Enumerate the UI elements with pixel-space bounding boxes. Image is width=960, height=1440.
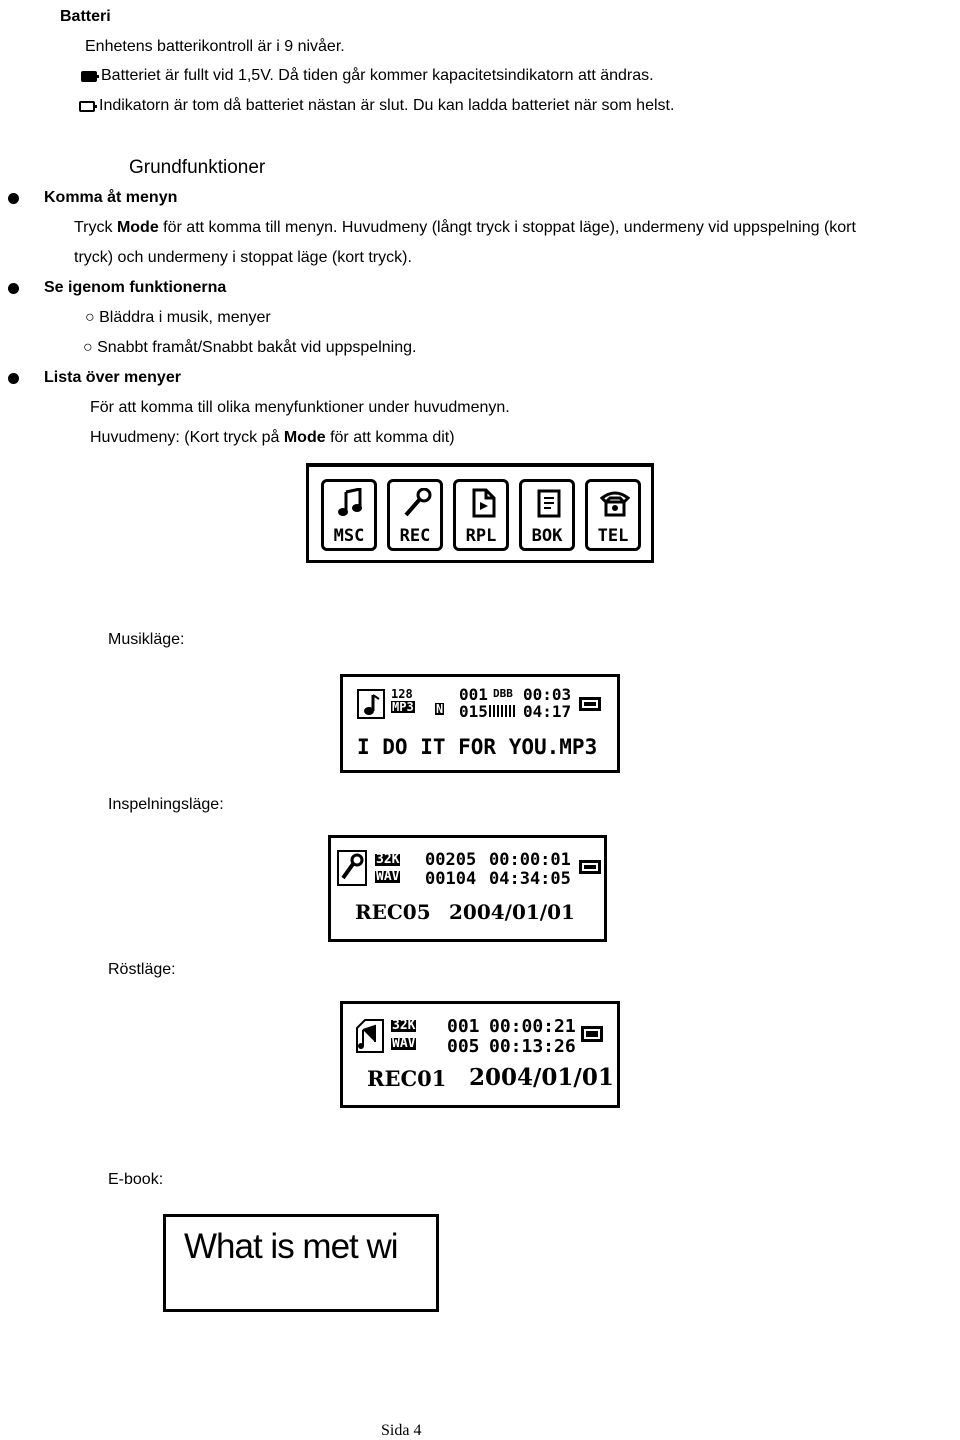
battery-empty-icon (79, 101, 95, 112)
main-menu-caption: Huvudmeny: (Kort tryck på Mode för att komma dit) (90, 429, 455, 446)
browse-item-music: ○ Bläddra i musik, menyer (85, 309, 271, 326)
voice-filename: REC01 (367, 1066, 447, 1091)
menu-icon-record (387, 479, 443, 551)
battery-levels-text: Enhetens batterikontroll är i 9 nivåer. (85, 38, 345, 55)
record-number-2: 00104 (425, 869, 477, 889)
menu-icon-music (321, 479, 377, 551)
music-time-elapsed: 00:03 (523, 685, 572, 704)
battery-icon (579, 697, 601, 711)
record-mode-screen (328, 835, 607, 942)
menu-icon-label: RPL (465, 526, 497, 546)
battery-full-text: Batteriet är fullt vid 1,5V. Då tiden går kommer kapacitetsindikatorn att ändras. (101, 67, 654, 84)
telephone-icon (600, 488, 630, 518)
music-format: MP3 (392, 700, 414, 714)
menu-list-text: För att komma till olika menyfunktioner under huvudmenyn. (90, 399, 510, 416)
battery-icon (581, 1026, 603, 1042)
menu-icon-label: TEL (597, 526, 629, 546)
ebook-text: What is met wi (184, 1227, 398, 1266)
music-track-number: 001 (459, 685, 488, 704)
page-number: Sida 4 (381, 1422, 422, 1439)
ebook-screen (163, 1214, 439, 1312)
bullet-icon (8, 283, 19, 294)
microphone-icon (402, 488, 432, 518)
music-note-icon (357, 689, 385, 719)
menu-access-heading: Komma åt menyn (44, 189, 178, 206)
record-time-2: 04:34:05 (489, 869, 571, 889)
menu-icon-label: MSC (333, 526, 365, 546)
music-filename: I DO IT FOR YOU.MP3 (357, 735, 598, 759)
section-heading-basic: Grundfunktioner (129, 157, 266, 178)
music-time-total: 04:17 (523, 702, 572, 721)
record-time-1: 00:00:01 (489, 850, 571, 870)
voice-number-1: 001 (447, 1016, 480, 1037)
voice-date: 2004/01/01 (469, 1064, 614, 1091)
menu-access-text-line1: Tryck Mode för att komma till menyn. Huvudmeny (långt tryck i stoppat läge), undermeny vid uppspelning (kort (74, 219, 856, 236)
battery-heading: Batteri (60, 8, 111, 25)
menu-icon-label: REC (399, 526, 431, 546)
music-note-icon (336, 488, 366, 518)
music-eq-badge: N (436, 702, 444, 716)
battery-full-icon (81, 71, 97, 82)
bullet-icon (8, 193, 19, 204)
record-filename: REC05 (355, 900, 431, 924)
music-eq: DBB (493, 687, 513, 700)
music-mode-screen (340, 674, 620, 773)
voice-mode-screen (340, 1001, 620, 1108)
record-format: WAV (376, 869, 400, 884)
menu-icon-book (519, 479, 575, 551)
music-mode-label: Musikläge: (108, 631, 185, 648)
record-mode-label: Inspelningsläge: (108, 796, 224, 813)
book-icon (534, 488, 564, 518)
voice-number-2: 005 (447, 1036, 480, 1057)
menu-access-text-line2: tryck) och undermeny i stoppat läge (kort tryck). (74, 249, 412, 266)
microphone-icon (337, 850, 367, 886)
voice-replay-icon (355, 1018, 385, 1054)
bullet-icon (8, 373, 19, 384)
menu-icon-label: BOK (531, 526, 563, 546)
browse-heading: Se igenom funktionerna (44, 279, 227, 296)
ebook-mode-label: E-book: (108, 1171, 164, 1188)
menu-icon-replay (453, 479, 509, 551)
voice-time-2: 00:13:26 (489, 1036, 576, 1057)
record-number-1: 00205 (425, 850, 477, 870)
voice-time-1: 00:00:21 (489, 1016, 576, 1037)
browse-item-seek: ○ Snabbt framåt/Snabbt bakåt vid uppspelning. (83, 339, 417, 356)
menu-list-heading: Lista över menyer (44, 369, 181, 386)
record-date: 2004/01/01 (449, 900, 575, 924)
voice-format: WAV (392, 1036, 416, 1051)
voice-mode-label: Röstläge: (108, 961, 176, 978)
music-track-total: 015 (459, 702, 488, 721)
music-bitrate: 128 (391, 687, 413, 701)
voice-rate: 32K (392, 1018, 416, 1033)
battery-icon (579, 860, 601, 874)
replay-icon (468, 488, 498, 518)
record-rate: 32K (376, 852, 400, 867)
menu-icon-telephone (585, 479, 641, 551)
battery-empty-text: Indikatorn är tom då batteriet nästan är slut. Du kan ladda batteriet när som helst. (99, 97, 675, 114)
volume-bar-icon (489, 705, 517, 717)
main-menu-screen (306, 463, 654, 563)
